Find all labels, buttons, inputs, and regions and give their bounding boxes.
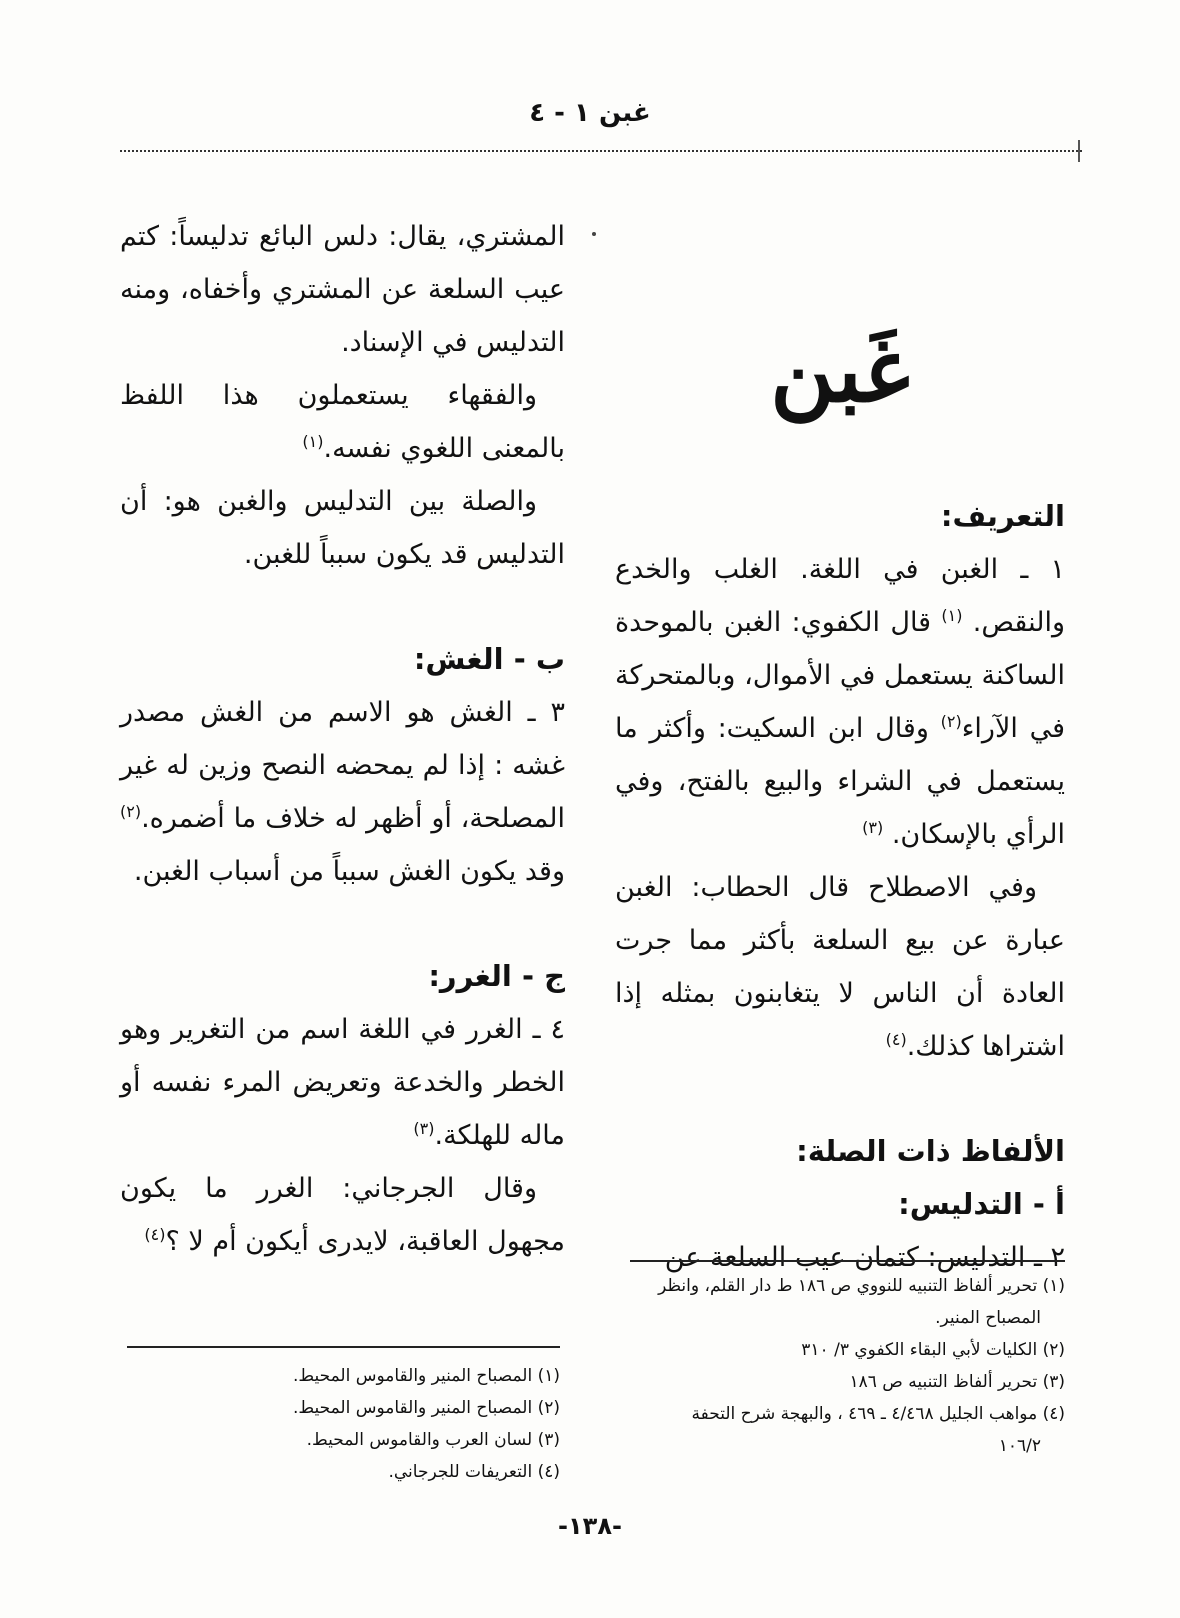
fuqaha-text: والفقهاء يستعملون هذا اللفظ بالمعنى اللغوي نفسه. <box>120 380 565 464</box>
footnote-line: (١) المصباح المنير والقاموس المحيط. <box>292 1366 560 1386</box>
footnote-rule-right <box>630 1260 1065 1262</box>
left-column <box>120 210 565 1268</box>
running-header: غبن ١ - ٤ <box>529 98 651 128</box>
footnote-line: (٣) لسان العرب والقاموس المحيط. <box>306 1430 560 1450</box>
footnote-line: (٤) التعريفات للجرجاني. <box>388 1462 560 1482</box>
footnote-ref: (٣) <box>862 818 884 837</box>
ghish-text-b: وقد يكون الغش سبباً من أسباب الغبن. <box>133 856 565 887</box>
footnotes-right <box>630 1270 1065 1462</box>
ghish-text: ٣ ـ الغش هو الاسم من الغش مصدر غشه : إذا لم يمحضه النصح وزين له غير المصلحة، أو أظهر له خلاف ما أضمره. <box>120 697 565 834</box>
gharar-paragraph <box>120 1003 565 1162</box>
subheading-gharar: ج - الغرر: <box>428 959 565 993</box>
footnote-rule-left <box>127 1346 560 1348</box>
relation-paragraph: والصلة بين التدليس والغبن هو: أن التدليس قد يكون سبباً للغبن. <box>120 486 565 570</box>
related-terms-heading: الألفاظ ذات الصلة: <box>796 1134 1065 1168</box>
ghish-paragraph <box>120 686 565 898</box>
footnote-line: المصباح المنير. <box>935 1308 1041 1328</box>
definition-paragraph <box>615 543 1065 861</box>
footnote-ref: (١) <box>302 432 324 451</box>
entry-title: غَبن <box>770 318 910 422</box>
header-dotted-rule <box>120 150 1082 152</box>
footnote-line: (٢) الكليات لأبي البقاء الكفوي ٣/ ٣١٠ <box>801 1340 1065 1360</box>
fuqaha-paragraph <box>120 369 565 475</box>
technical-definition-text: وفي الاصطلاح قال الحطاب: الغبن عبارة عن بيع السلعة بأكثر مما جرت العادة أن الناس لا يتغابنون بمثله إذا اشتراها كذلك. <box>615 872 1065 1062</box>
technical-definition-paragraph <box>615 861 1065 1073</box>
tadlis-paragraph: ٢ ـ التدليس: كتمان عيب السلعة عن <box>664 1242 1065 1273</box>
jurjani-text: وقال الجرجاني: الغرر ما يكون مجهول العاقبة، لايدرى أيكون أم لا ؟ <box>120 1173 565 1257</box>
footnote-line: (٣) تحرير ألفاظ التنبيه ص ١٨٦ <box>849 1372 1065 1392</box>
footnote-ref: (٢) <box>940 712 962 731</box>
footnote-line: (٢) المصباح المنير والقاموس المحيط. <box>292 1398 560 1418</box>
footnote-ref: (٤) <box>885 1030 907 1049</box>
right-column <box>615 210 1065 1284</box>
definition-text-a: ١ ـ الغبن في اللغة. الغلب والخدع والنقص. <box>615 554 1065 638</box>
footnote-line: (٤) مواهب الجليل ٤/٤٦٨ ـ ٤٦٩ ، والبهجة شرح التحفة <box>691 1404 1065 1424</box>
definition-text-b: قال الكفوي: الغبن بالموحدة الساكنة يستعمل في الأموال، وبالمتحركة في الآراء <box>615 607 1065 744</box>
footnote-ref: (٤) <box>144 1225 166 1244</box>
subheading-ghish: ب - الغش: <box>413 642 565 676</box>
header-rule-tick <box>1078 140 1080 162</box>
column-marker-dot <box>592 232 596 236</box>
footnote-ref: (٢) <box>120 802 142 821</box>
definition-text-c: وقال ابن السكيت: وأكثر ما يستعمل في الشراء والبيع بالفتح، وفي الرأي بالإسكان. <box>615 713 1065 850</box>
jurjani-paragraph <box>120 1162 565 1268</box>
subheading-tadlis: أ - التدليس: <box>898 1187 1065 1221</box>
footnote-line: (١) تحرير ألفاظ التنبيه للنووي ص ١٨٦ ط دار القلم، وانظر <box>658 1276 1065 1296</box>
footnote-ref: (٣) <box>413 1119 435 1138</box>
footnote-line: ١٠٦/٢ <box>998 1436 1041 1456</box>
page-number: -١٣٨- <box>558 1512 622 1540</box>
tadlis-continuation-paragraph: المشتري، يقال: دلس البائع تدليساً: كتم عيب السلعة عن المشتري وأخفاه، ومنه التدليس في الإسناد. <box>120 221 565 358</box>
footnote-ref: (١) <box>941 606 963 625</box>
gharar-text: ٤ ـ الغرر في اللغة اسم من التغرير وهو الخطر والخدعة وتعريض المرء نفسه أو ماله للهلكة. <box>120 1014 565 1151</box>
footnotes-left <box>127 1360 560 1488</box>
definition-heading: التعريف: <box>940 499 1065 533</box>
